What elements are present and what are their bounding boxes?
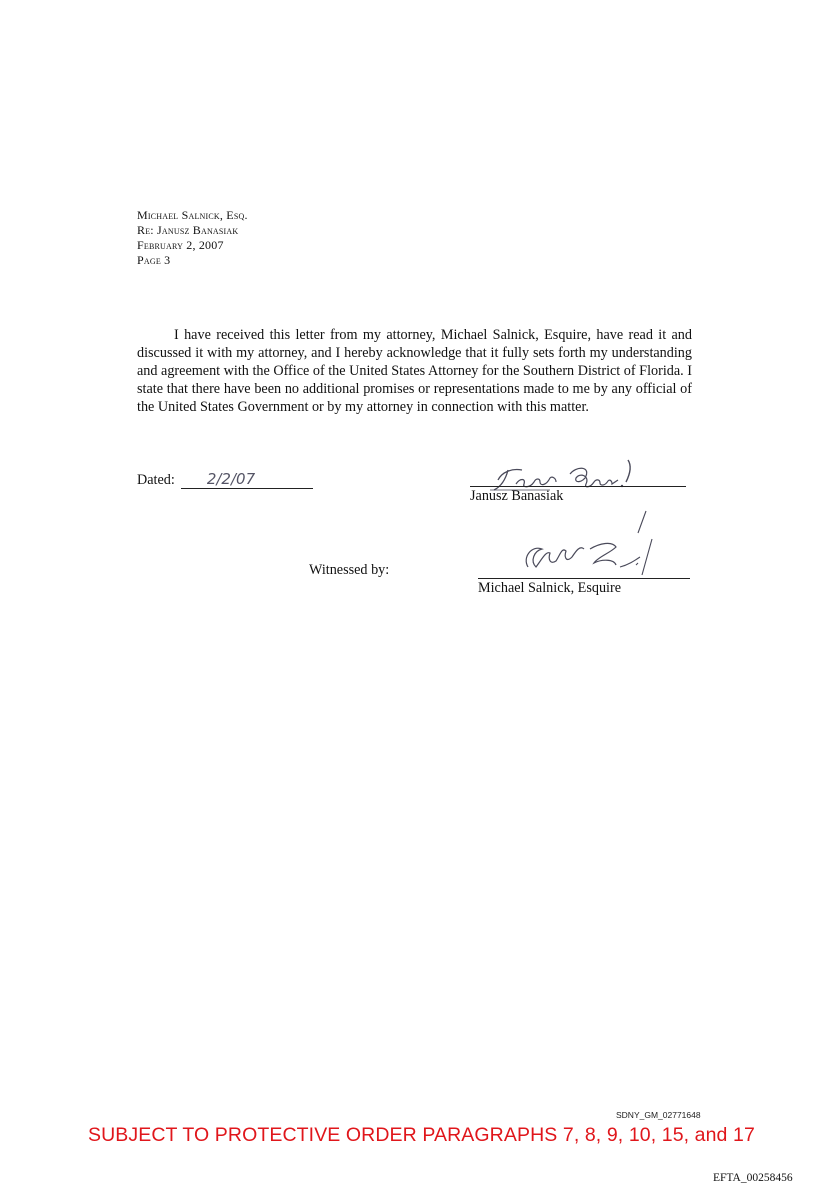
witness-signature bbox=[470, 505, 680, 585]
protective-order-stamp: SUBJECT TO PROTECTIVE ORDER PARAGRAPHS 7, 8, 9, 10, 15, and 17 bbox=[88, 1124, 755, 1146]
witness-signature-line bbox=[478, 578, 690, 579]
bates-number: SDNY_GM_02771648 bbox=[616, 1110, 701, 1120]
signer-name: Janusz Banasiak bbox=[470, 488, 564, 504]
header-subject: Re: Janusz Banasiak bbox=[137, 223, 239, 237]
witnessed-by-label: Witnessed by: bbox=[309, 562, 390, 578]
header-page-number: Page 3 bbox=[137, 253, 171, 267]
letter-header bbox=[137, 208, 248, 268]
dated-label: Dated: bbox=[137, 472, 175, 488]
dated-row bbox=[137, 470, 313, 489]
acknowledgement-paragraph: I have received this letter from my attorney, Michael Salnick, Esquire, have read it and discussed it with my attorney, and I hereby acknowledge that it fully sets forth my understanding and agreement with the Office of the United States Attorney for the Southern District of Florida. I state that there have been no additional promises or representations made to me by any official of the United States Government or by my attorney in connection with this matter. bbox=[137, 327, 692, 415]
witness-name: Michael Salnick, Esquire bbox=[478, 580, 622, 596]
header-date: February 2, 2007 bbox=[137, 238, 224, 252]
efta-number: EFTA_00258456 bbox=[713, 1172, 793, 1184]
dated-handwritten-value: 2/2/07 bbox=[181, 470, 313, 489]
header-recipient: Michael Salnick, Esq. bbox=[137, 208, 248, 222]
signer-signature-line bbox=[470, 486, 686, 487]
